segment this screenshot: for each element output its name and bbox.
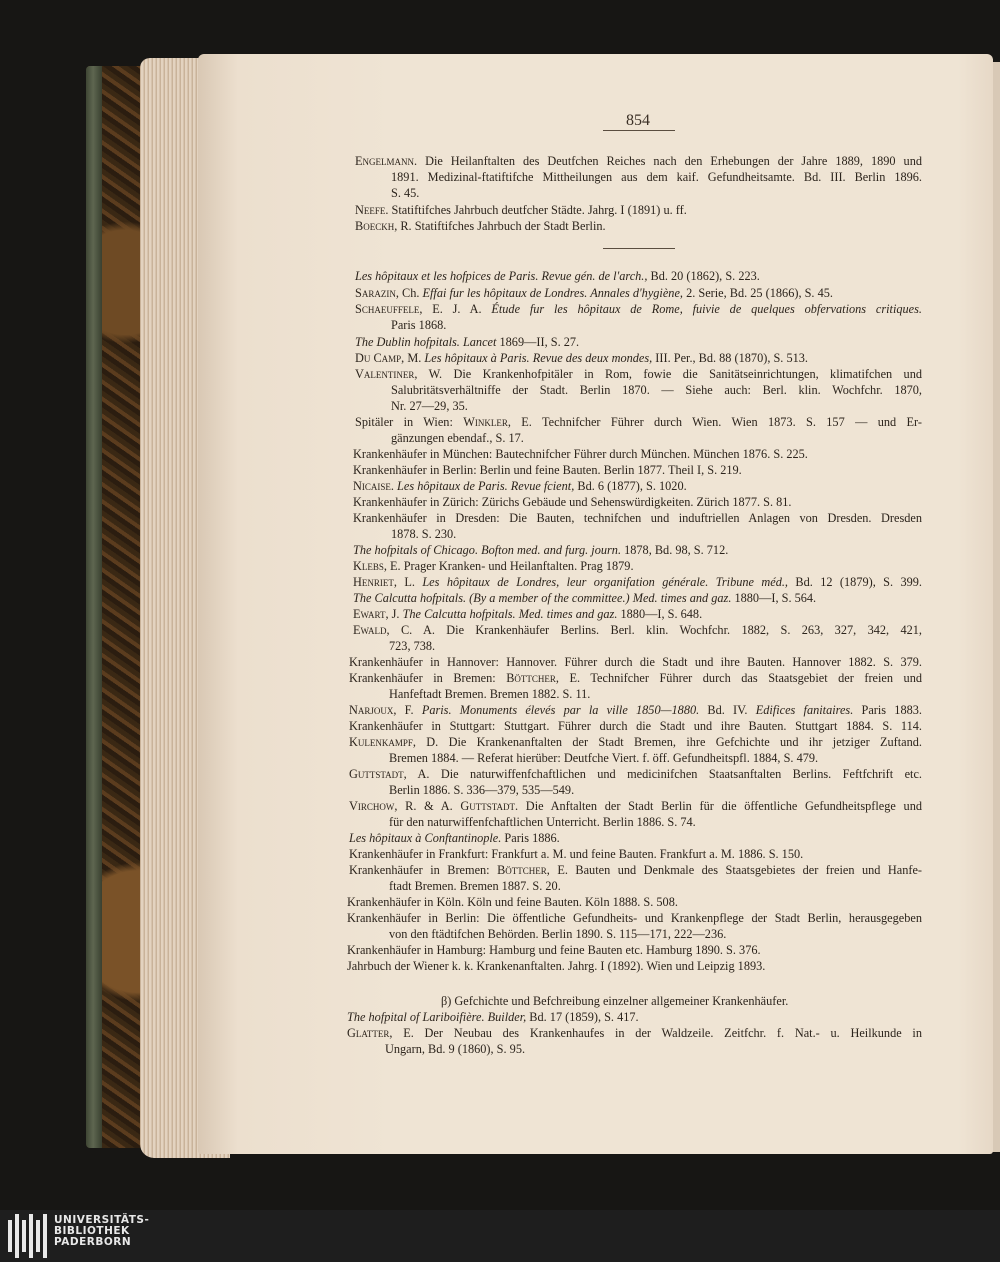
text-line <box>389 750 818 766</box>
text-run: E. Technifcher Führer durch das Staatsgebiet der freien und <box>559 671 922 685</box>
text-line <box>349 702 922 718</box>
text-run: Les hôpitaux de Paris. Revue fcient, <box>397 479 575 493</box>
text-line <box>391 430 524 446</box>
text-run: Bd. 6 (1877), S. 1020. <box>574 479 687 493</box>
header-rule <box>603 130 675 131</box>
text-run: III. Per., Bd. 88 (1870), S. 513. <box>652 351 808 365</box>
text-run: Narjoux, <box>349 703 397 717</box>
text-run: R. & A. <box>397 799 461 813</box>
text-run: Salubritätsverhältniffe der Stadt. Berlin 1870. — Siehe auch: Berl. klin. Wochfchr. 1870, <box>391 383 922 397</box>
text-run: Böttcher, <box>506 671 559 685</box>
logo-text-line-1: UNIVERSITÄTS- <box>54 1214 150 1226</box>
text-line <box>353 462 742 478</box>
text-run: Krankenhäufer in Frankfurt: Frankfurt a. M. und feine Bauten. Frankfurt a. M. 1886. S. 150. <box>349 847 804 861</box>
text-run: Nr. 27—29, 35. <box>391 399 468 413</box>
text-run: gänzungen ebendaf., S. 17. <box>391 431 524 445</box>
section-divider <box>603 248 675 249</box>
text-line <box>385 1041 525 1057</box>
text-run: Les hôpitaux et les hofpices de Paris. Revue gén. de l'arch., <box>355 269 648 283</box>
text-run: Bd. 20 (1862), S. 223. <box>647 269 760 283</box>
text-run: Krankenhäufer in Stuttgart: Stuttgart. Führer durch die Stadt und ihre Bauten. Stuttgart 1884. S. 114. <box>349 719 922 733</box>
text-run: Krankenhäufer in Berlin: Die öffentliche Gefundheits- und Krankenpflege der Stadt Berlin, herausgegeben <box>347 911 922 925</box>
text-run: Klebs, <box>353 559 387 573</box>
text-line <box>389 782 574 798</box>
text-run: The Calcutta hofpitals. (By a member of the committee.) Med. times and gaz. <box>353 591 732 605</box>
text-run: Paris. Monuments élevés par la ville 1850—1880. <box>421 703 700 717</box>
text-line <box>349 830 560 846</box>
text-run: Krankenhäufer in Bremen: <box>349 671 507 685</box>
text-line <box>347 1025 922 1041</box>
text-line <box>389 686 590 702</box>
text-run: J. <box>388 607 403 621</box>
text-line <box>349 718 922 734</box>
text-line <box>441 993 788 1009</box>
text-run: Valentiner, <box>355 367 418 381</box>
page-number: 854 <box>626 112 650 129</box>
text-line <box>355 350 808 366</box>
text-run: C. A. Die Krankenhäufer Berlins. Berl. klin. Wochfchr. 1882, S. 263, 327, 342, 421, <box>389 623 922 637</box>
text-run: Bd. 17 (1859), S. 417. <box>526 1010 639 1024</box>
text-run: Étude fur les hôpitaux de Rome, fuivie de quelques obfervations critiques. <box>491 302 922 316</box>
text-run: 2. Serie, Bd. 25 (1866), S. 45. <box>683 286 833 300</box>
text-line <box>391 317 446 333</box>
text-run: Schaeuffele, <box>355 302 423 316</box>
text-line <box>353 558 634 574</box>
text-run: 1880—I, S. 564. <box>731 591 817 605</box>
text-run: β) Gefchichte und Befchreibung einzelner allgemeiner Krankenhäufer. <box>441 994 789 1008</box>
text-run: E. Prager Kranken- und Heilanftalten. Prag 1879. <box>386 559 634 573</box>
text-run: E. Der Neubau des Krankenhaufes in der Waldzeile. Zeitfchr. f. Nat.- u. Heilkunde in <box>392 1026 922 1040</box>
text-run: Engelmann. <box>355 154 418 168</box>
text-run: Krankenhäufer in Dresden: Die Bauten, technifchen und induftriellen Anlagen von Dresden. Dresden <box>353 511 922 525</box>
text-run: Edifices fanitaires. <box>755 703 854 717</box>
text-run: W. Die Krankenhofpitäler in Rom, fowie die Sanitätseinrichtungen, klimatifchen und <box>417 367 922 381</box>
text-line <box>347 1009 639 1025</box>
text-run: 1891. Medizinal-ftatiftifche Mittheilungen aus dem kaif. Gefundheitsamte. Bd. III. Berlin 1896. <box>391 170 922 184</box>
text-run: Ungarn, Bd. 9 (1860), S. 95. <box>385 1042 526 1056</box>
text-line <box>355 334 579 350</box>
book-spine <box>86 66 102 1148</box>
text-run: The hofpitals of Chicago. Bofton med. and furg. journ. <box>353 543 622 557</box>
text-line <box>347 910 922 926</box>
text-run: Glatter, <box>347 1026 393 1040</box>
text-line <box>349 846 803 862</box>
text-line <box>355 202 687 218</box>
text-run: E. Bauten und Denkmale des Staatsgebietes der freien und Hanfe- <box>549 863 922 877</box>
text-line <box>391 382 922 398</box>
text-run: Guttstadt, <box>349 767 407 781</box>
text-run: S. 45. <box>391 186 420 200</box>
text-run: Du Camp, <box>355 351 405 365</box>
text-run: Krankenhäufer in München: Bautechnifcher Führer durch München. München 1876. S. 225. <box>353 447 808 461</box>
logo-text-line-2: BIBLIOTHEK <box>54 1225 130 1237</box>
text-line <box>349 766 922 782</box>
text-line <box>353 478 687 494</box>
text-run: Sarazin, <box>355 286 399 300</box>
text-run: Paris 1883. <box>853 703 922 717</box>
text-run: L. <box>396 575 423 589</box>
text-line <box>353 606 702 622</box>
text-run: M. <box>404 351 425 365</box>
text-run: F. <box>396 703 422 717</box>
text-run: Statiftifches Jahrbuch deutfcher Städte. Jahrg. I (1891) u. ff. <box>388 203 687 217</box>
text-run: The Calcutta hofpitals. Med. times and gaz. <box>402 607 618 621</box>
text-run: E. Technifcher Führer durch Wien. Wien 1873. S. 157 — und Er- <box>510 415 922 429</box>
text-run: Guttstadt. <box>460 799 519 813</box>
text-run: Krankenhäufer in Hamburg: Hamburg und feine Bauten etc. Hamburg 1890. S. 376. <box>347 943 761 957</box>
text-run: Bremen 1884. — Referat hierüber: Deutfche Viert. f. öff. Gefundheitspfl. 1884, S. 479. <box>389 751 819 765</box>
text-run: Die Heilanftalten des Deutfchen Reiches nach den Erhebungen der Jahre 1889, 1890 und <box>417 154 922 168</box>
text-line <box>391 185 419 201</box>
text-run: Neefe. <box>355 203 389 217</box>
text-run: Boeckh, <box>355 219 398 233</box>
text-line <box>355 301 922 317</box>
text-run: Ch. <box>398 286 423 300</box>
text-line <box>355 218 606 234</box>
text-run: E. J. A. <box>422 302 492 316</box>
logo-text-line-3: PADERBORN <box>54 1236 132 1248</box>
text-run: ftadt Bremen. Bremen 1887. S. 20. <box>389 879 561 893</box>
text-line <box>389 926 726 942</box>
text-run: Krankenhäufer in Zürich: Zürichs Gebäude und Sehenswürdigkeiten. Zürich 1877. S. 81. <box>353 495 792 509</box>
text-run: Paris 1886. <box>501 831 560 845</box>
text-run: 1878, Bd. 98, S. 712. <box>621 543 729 557</box>
text-line <box>355 366 922 382</box>
text-run: Kulenkampf, <box>349 735 416 749</box>
text-run: Krankenhäufer in Hannover: Hannover. Führer durch die Stadt und ihre Bauten. Hannover 1882. S. 379. <box>349 655 922 669</box>
text-run: Krankenhäufer in Berlin: Berlin und feine Bauten. Berlin 1877. Theil I, S. 219. <box>353 463 742 477</box>
text-run: 1880—I, S. 648. <box>617 607 703 621</box>
text-line <box>347 942 761 958</box>
text-run: Virchow, <box>349 799 398 813</box>
text-run: Hanfeftadt Bremen. Bremen 1882. S. 11. <box>389 687 591 701</box>
text-line <box>353 574 922 590</box>
text-run: 723, 738. <box>389 639 436 653</box>
text-line <box>355 285 833 301</box>
text-line <box>391 398 468 414</box>
text-run: Effai fur les hôpitaux de Londres. Annales d'hygiène, <box>422 286 683 300</box>
text-line <box>353 446 808 462</box>
text-run: Les hôpitaux à Conftantinople. <box>349 831 502 845</box>
text-run: Böttcher, <box>497 863 550 877</box>
text-run: Les hôpitaux de Londres, leur organifation générale. Tribune méd., <box>422 575 789 589</box>
text-run: Krankenhäufer in Köln. Köln und feine Bauten. Köln 1888. S. 508. <box>347 895 678 909</box>
text-run: Les hôpitaux à Paris. Revue des deux mondes, <box>424 351 653 365</box>
library-logo-icon <box>8 1214 50 1258</box>
text-run: The hofpital of Lariboifière. Builder, <box>347 1010 527 1024</box>
text-line <box>389 638 435 654</box>
text-run: 1878. S. 230. <box>391 527 457 541</box>
text-line <box>355 153 922 169</box>
text-run: Bd. IV. <box>699 703 756 717</box>
text-line <box>389 878 561 894</box>
text-line <box>391 526 456 542</box>
text-line <box>353 542 728 558</box>
text-run: Paris 1868. <box>391 318 447 332</box>
text-run: Winkler, <box>463 415 511 429</box>
text-run: für den naturwiffenfchaftlichen Unterricht. Berlin 1886. S. 74. <box>389 815 696 829</box>
text-run: Ewart, <box>353 607 389 621</box>
text-run: Jahrbuch der Wiener k. k. Krankenanftalten. Jahrg. I (1892). Wien und Leipzig 1893. <box>347 959 766 973</box>
text-line <box>389 814 696 830</box>
library-footer-bar <box>0 1210 1000 1262</box>
text-line <box>349 654 922 670</box>
text-line <box>391 169 922 185</box>
text-line <box>355 268 760 284</box>
text-line <box>349 670 922 686</box>
text-run: D. Die Krankenanftalten der Stadt Bremen, ihre Gefchichte und ihr jetziger Zuftand. <box>415 735 922 749</box>
text-run: Ewald, <box>353 623 390 637</box>
text-line <box>347 894 678 910</box>
text-run: Die Anftalten der Stadt Berlin für die öffentliche Gefundheitspflege und <box>518 799 922 813</box>
text-run: 1869—II, S. 27. <box>496 335 580 349</box>
text-run: von den ftädtifchen Behörden. Berlin 1890. S. 115—171, 222—236. <box>389 927 727 941</box>
text-line <box>347 958 765 974</box>
text-line <box>353 494 791 510</box>
text-run: Krankenhäufer in Bremen: <box>349 863 498 877</box>
text-run: A. Die naturwiffenfchaftlichen und medicinifchen Staatsanftalten Berlins. Feftfchrift etc. <box>406 767 922 781</box>
text-run: Nicaise. <box>353 479 394 493</box>
text-run: R. Statiftifches Jahrbuch der Stadt Berlin. <box>397 219 606 233</box>
text-line <box>349 862 922 878</box>
text-line <box>349 798 922 814</box>
text-run: Henriet, <box>353 575 397 589</box>
text-line <box>353 622 922 638</box>
text-run: Berlin 1886. S. 336—379, 535—549. <box>389 783 575 797</box>
text-run: Bd. 12 (1879), S. 399. <box>788 575 922 589</box>
text-line <box>349 734 922 750</box>
text-line <box>353 590 816 606</box>
text-run: Spitäler in Wien: <box>355 415 464 429</box>
text-run: The Dublin hofpitals. Lancet <box>355 335 497 349</box>
text-line <box>355 414 922 430</box>
text-line <box>353 510 922 526</box>
